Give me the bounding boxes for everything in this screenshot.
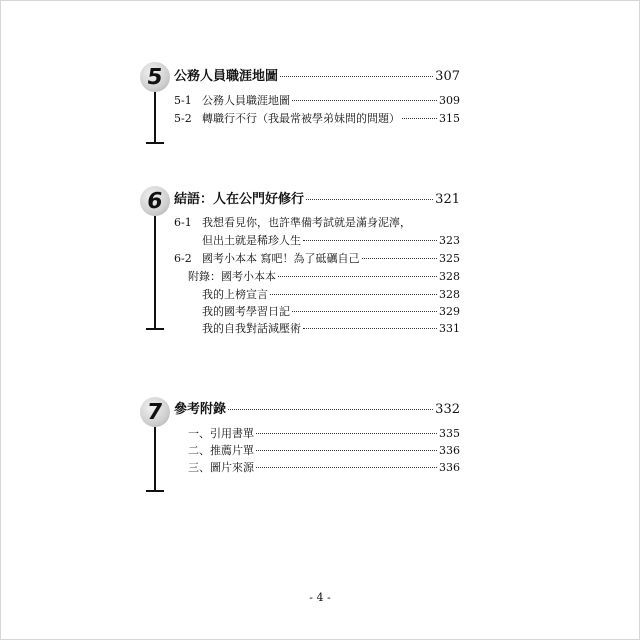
chapter-number-badge: [140, 397, 170, 427]
dot-leader: [256, 433, 437, 434]
dot-leader: [278, 276, 437, 277]
toc-chapter-heading[interactable]: [174, 402, 460, 418]
chapter-number-badge: [140, 186, 170, 216]
chapter-number: 5: [145, 64, 165, 90]
entry-page: 329: [439, 305, 460, 318]
dot-leader: [270, 294, 437, 295]
entry-page: 335: [439, 427, 460, 440]
entry-number: 5-1: [174, 94, 192, 107]
entry-text: 附錄：國考小本本: [188, 270, 276, 283]
toc-entry[interactable]: [188, 427, 460, 441]
chapter-timeline-line: [154, 427, 156, 490]
entry-text: 我的上榜宣言: [202, 288, 268, 301]
toc-chapter-heading[interactable]: [174, 192, 460, 208]
chapter-number-badge: [140, 62, 170, 92]
dot-leader: [306, 199, 433, 200]
chapter-timeline-end: [146, 328, 164, 330]
toc-entry[interactable]: [174, 112, 460, 126]
dot-leader: [292, 311, 437, 312]
toc-chapter-heading[interactable]: [174, 69, 460, 85]
entry-number: 6-2: [174, 252, 192, 265]
entry-text: 我的國考學習日記: [202, 305, 290, 318]
chapter-page: 332: [435, 402, 460, 417]
toc-entry[interactable]: [174, 216, 460, 230]
entry-text: 一、引用書單: [188, 427, 254, 440]
chapter-timeline-line: [154, 216, 156, 328]
chapter-title: 參考附錄: [174, 402, 227, 417]
chapter-number: 7: [145, 399, 165, 425]
entry-page: 336: [439, 461, 460, 474]
toc-entry[interactable]: [202, 305, 460, 319]
entry-page: 336: [439, 444, 460, 457]
dot-leader: [256, 450, 437, 451]
chapter-6: [140, 186, 470, 346]
chapter-5: [140, 62, 470, 162]
entry-page: 328: [439, 288, 460, 301]
entry-text: 轉職行不行（我最常被學弟妹問的問題）: [202, 112, 400, 125]
entry-number: 6-1: [174, 216, 192, 229]
entry-number: 5-2: [174, 112, 192, 125]
entry-page: 315: [439, 112, 460, 125]
chapter-number: 6: [145, 188, 165, 214]
chapter-timeline-end: [146, 490, 164, 492]
dot-leader: [303, 240, 437, 241]
dot-leader: [362, 258, 438, 259]
dot-leader: [303, 328, 437, 329]
entry-page: 309: [439, 94, 460, 107]
toc-entry[interactable]: [188, 270, 460, 284]
toc-entry[interactable]: [188, 461, 460, 475]
chapter-page: 321: [435, 192, 460, 207]
chapter-timeline-line: [154, 92, 156, 142]
entry-page: 325: [439, 252, 460, 265]
toc-entry[interactable]: [174, 252, 460, 266]
toc-entry[interactable]: [202, 322, 460, 336]
entry-text: 國考小本本 寫吧！為了砥礪自己: [202, 252, 360, 265]
page-number-footer: - 4 -: [309, 591, 331, 604]
dot-leader: [280, 76, 433, 77]
chapter-title: 公務人員職涯地圖: [174, 69, 279, 84]
chapter-timeline-end: [146, 142, 164, 144]
dot-leader: [402, 118, 437, 119]
entry-text: 三、圖片來源: [188, 461, 254, 474]
chapter-title: 結語：人在公門好修行: [174, 192, 305, 207]
toc-entry[interactable]: [202, 234, 460, 248]
chapter-page: 307: [435, 69, 460, 84]
dot-leader: [228, 409, 433, 410]
entry-page: 323: [439, 234, 460, 247]
toc-entry[interactable]: [174, 94, 460, 108]
entry-text: 我想看見你，也許準備考試就是滿身泥濘，: [202, 216, 411, 229]
chapter-7: [140, 397, 470, 497]
entry-page: 331: [439, 322, 460, 335]
entry-text: 二、推薦片單: [188, 444, 254, 457]
entry-text: 公務人員職涯地圖: [202, 94, 290, 107]
entry-page: 328: [439, 270, 460, 283]
toc-entry[interactable]: [188, 444, 460, 458]
toc-entry[interactable]: [202, 288, 460, 302]
entry-text: 但出土就是稀珍人生: [202, 234, 301, 247]
dot-leader: [256, 467, 437, 468]
dot-leader: [292, 100, 437, 101]
entry-text: 我的自我對話減壓術: [202, 322, 301, 335]
